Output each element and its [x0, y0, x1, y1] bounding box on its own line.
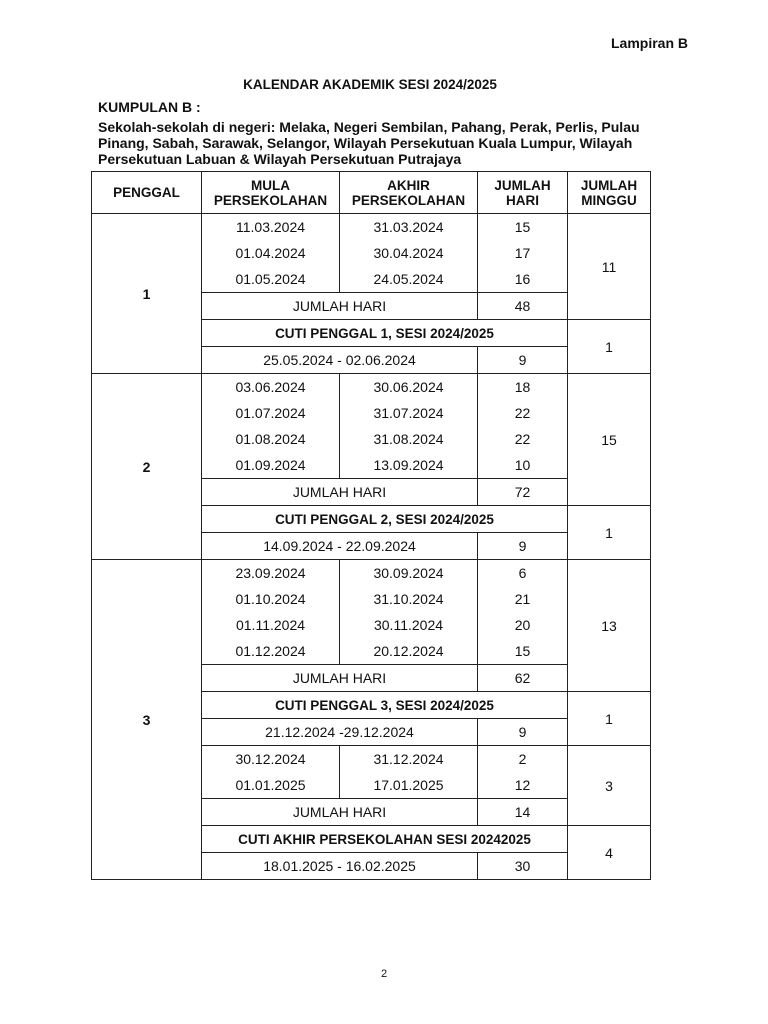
group-label: KUMPULAN B : — [98, 99, 201, 115]
day-count: 22 — [478, 400, 568, 426]
day-count: 21 — [478, 586, 568, 612]
day-count: 15 — [478, 638, 568, 665]
break-date-range: 18.01.2025 - 16.02.2025 — [202, 853, 478, 880]
end-date: 24.05.2024 — [340, 266, 478, 293]
day-count: 2 — [478, 746, 568, 773]
end-date: 31.08.2024 — [340, 426, 478, 452]
day-count: 22 — [478, 426, 568, 452]
break-day-count: 9 — [478, 533, 568, 560]
total-days-label: JUMLAH HARI — [202, 293, 478, 320]
day-count: 15 — [478, 214, 568, 241]
day-count: 12 — [478, 772, 568, 799]
start-date: 03.06.2024 — [202, 374, 340, 401]
week-count: 15 — [568, 374, 651, 506]
break-week-count: 4 — [568, 826, 651, 880]
break-date-range: 21.12.2024 -29.12.2024 — [202, 719, 478, 746]
header-jumlah-minggu: JUMLAH MINGGU — [568, 172, 651, 214]
term-number: 2 — [92, 374, 202, 560]
break-week-count: 1 — [568, 692, 651, 746]
total-days-label: JUMLAH HARI — [202, 799, 478, 826]
total-days-label: JUMLAH HARI — [202, 479, 478, 506]
break-week-count: 1 — [568, 506, 651, 560]
break-title: CUTI PENGGAL 1, SESI 2024/2025 — [202, 320, 568, 347]
start-date: 01.04.2024 — [202, 240, 340, 266]
start-date: 11.03.2024 — [202, 214, 340, 241]
page-number: 2 — [380, 968, 388, 980]
day-count: 6 — [478, 560, 568, 587]
header-akhir: AKHIR PERSEKOLAHAN — [340, 172, 478, 214]
table-header-row — [92, 172, 651, 214]
break-day-count: 9 — [478, 347, 568, 374]
calendar-table — [91, 171, 651, 880]
document-title: KALENDAR AKADEMIK SESI 2024/2025 — [243, 77, 497, 92]
header-penggal: PENGGAL — [92, 172, 202, 214]
end-date: 31.12.2024 — [340, 746, 478, 773]
table-row — [92, 214, 651, 241]
day-count: 20 — [478, 612, 568, 638]
break-week-count: 1 — [568, 320, 651, 374]
total-days-value: 62 — [478, 665, 568, 692]
day-count: 17 — [478, 240, 568, 266]
break-title: CUTI PENGGAL 3, SESI 2024/2025 — [202, 692, 568, 719]
term-number: 1 — [92, 214, 202, 374]
start-date: 30.12.2024 — [202, 746, 340, 773]
day-count: 18 — [478, 374, 568, 401]
total-days-value: 14 — [478, 799, 568, 826]
start-date: 01.11.2024 — [202, 612, 340, 638]
week-count: 3 — [568, 746, 651, 826]
start-date: 01.01.2025 — [202, 772, 340, 799]
break-date-range: 14.09.2024 - 22.09.2024 — [202, 533, 478, 560]
break-day-count: 9 — [478, 719, 568, 746]
end-date: 30.09.2024 — [340, 560, 478, 587]
day-count: 10 — [478, 452, 568, 479]
term-number: 3 — [92, 560, 202, 880]
end-date: 13.09.2024 — [340, 452, 478, 479]
start-date: 01.10.2024 — [202, 586, 340, 612]
break-day-count: 30 — [478, 853, 568, 880]
start-date: 01.08.2024 — [202, 426, 340, 452]
day-count: 16 — [478, 266, 568, 293]
header-jumlah-hari: JUMLAH HARI — [478, 172, 568, 214]
end-date: 17.01.2025 — [340, 772, 478, 799]
start-date: 01.05.2024 — [202, 266, 340, 293]
end-date: 30.11.2024 — [340, 612, 478, 638]
table-row — [92, 374, 651, 401]
appendix-label: Lampiran B — [610, 35, 688, 51]
start-date: 01.09.2024 — [202, 452, 340, 479]
header-mula: MULA PERSEKOLAHAN — [202, 172, 340, 214]
total-days-value: 72 — [478, 479, 568, 506]
break-date-range: 25.05.2024 - 02.06.2024 — [202, 347, 478, 374]
week-count: 11 — [568, 214, 651, 320]
end-date: 30.06.2024 — [340, 374, 478, 401]
start-date: 01.12.2024 — [202, 638, 340, 665]
week-count: 13 — [568, 560, 651, 692]
states-list: Sekolah-sekolah di negeri: Melaka, Negeri Sembilan, Pahang, Perak, Perlis, Pulau Pinang, Sabah, Sarawak, Selangor, Wilayah Persekutuan Kuala Lumpur, Wilayah Persekutuan Labuan & Wilayah Persekutuan Putrajaya — [98, 119, 640, 167]
end-date: 30.04.2024 — [340, 240, 478, 266]
break-title: CUTI PENGGAL 2, SESI 2024/2025 — [202, 506, 568, 533]
start-date: 01.07.2024 — [202, 400, 340, 426]
break-title: CUTI AKHIR PERSEKOLAHAN SESI 20242025 — [202, 826, 568, 853]
total-days-label: JUMLAH HARI — [202, 665, 478, 692]
table-row — [92, 560, 651, 587]
end-date: 20.12.2024 — [340, 638, 478, 665]
end-date: 31.10.2024 — [340, 586, 478, 612]
end-date: 31.03.2024 — [340, 214, 478, 241]
start-date: 23.09.2024 — [202, 560, 340, 587]
end-date: 31.07.2024 — [340, 400, 478, 426]
total-days-value: 48 — [478, 293, 568, 320]
